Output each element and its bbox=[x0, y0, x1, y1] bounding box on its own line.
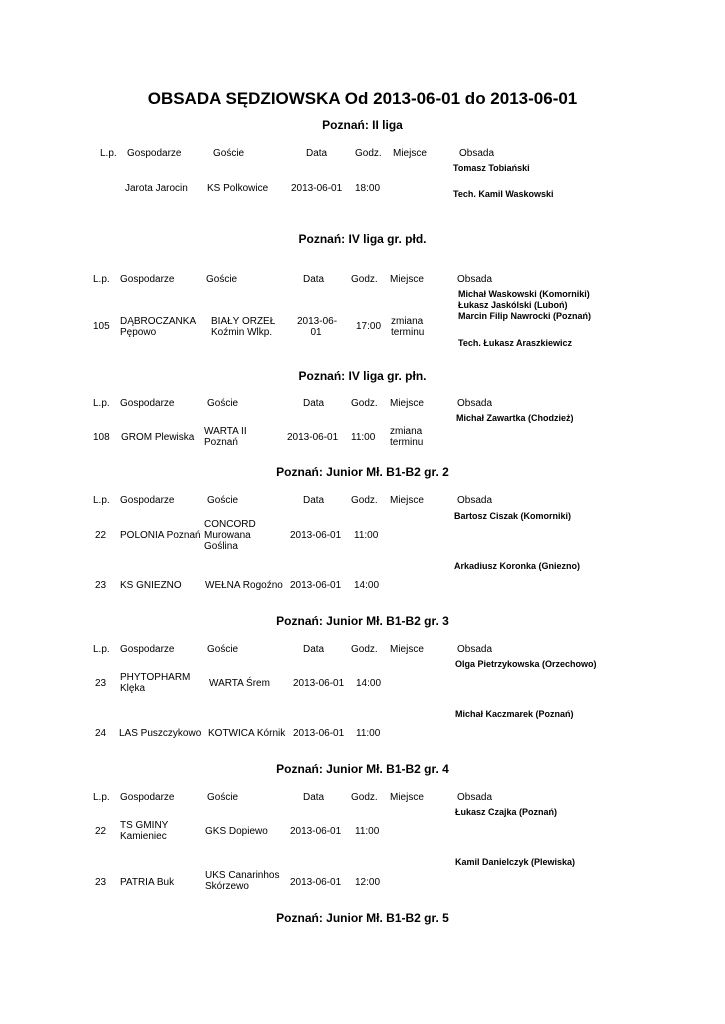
match-lp: 24 bbox=[95, 728, 107, 739]
header-away: Goście bbox=[207, 792, 239, 803]
away-team: WEŁNA Rogoźno bbox=[205, 580, 283, 591]
header-home: Gospodarze bbox=[120, 644, 175, 655]
match-date: 2013-06-01 bbox=[291, 183, 343, 194]
referee-name: Michał Kaczmarek (Poznań) bbox=[455, 709, 574, 719]
header-lp: L.p. bbox=[93, 495, 110, 506]
header-place: Miejsce bbox=[390, 792, 424, 803]
match-time: 12:00 bbox=[355, 877, 381, 888]
header-date: Data bbox=[303, 792, 325, 803]
header-home: Gospodarze bbox=[127, 148, 182, 159]
referee-name: Tomasz Tobiański bbox=[453, 163, 530, 173]
match-date: 2013-06-01 bbox=[293, 728, 345, 739]
section-title: Poznań: IV liga gr. płd. bbox=[298, 232, 427, 246]
header-crew: Obsada bbox=[457, 644, 493, 655]
header-lp: L.p. bbox=[100, 148, 117, 159]
away-team: KS Polkowice bbox=[207, 183, 269, 194]
away-team: BIAŁY ORZEŁ Koźmin Wlkp. bbox=[211, 316, 276, 338]
match-place: zmiana terminu bbox=[390, 426, 424, 448]
header-crew: Obsada bbox=[459, 148, 495, 159]
home-team: POLONIA Poznań bbox=[120, 530, 201, 541]
header-time: Godz. bbox=[355, 148, 382, 159]
home-team: PATRIA Buk bbox=[120, 877, 175, 888]
header-date: Data bbox=[303, 644, 325, 655]
header-crew: Obsada bbox=[457, 495, 493, 506]
referee-name: Arkadiusz Koronka (Gniezno) bbox=[454, 561, 581, 571]
referee-name: Kamil Danielczyk (Plewiska) bbox=[455, 857, 576, 867]
header-crew: Obsada bbox=[457, 274, 493, 285]
home-team: TS GMINY Kamieniec bbox=[120, 820, 169, 842]
header-place: Miejsce bbox=[390, 398, 424, 409]
header-home: Gospodarze bbox=[120, 495, 175, 506]
header-time: Godz. bbox=[351, 792, 378, 803]
referee-name: Łukasz Jaskólski (Luboń) bbox=[458, 300, 568, 310]
header-home: Gospodarze bbox=[120, 792, 175, 803]
header-away: Goście bbox=[213, 148, 245, 159]
header-lp: L.p. bbox=[93, 274, 110, 285]
match-time: 14:00 bbox=[356, 678, 382, 689]
away-team: KOTWICA Kórnik bbox=[208, 728, 286, 739]
referee-name: Bartosz Ciszak (Komorniki) bbox=[454, 511, 572, 521]
match-lp: 108 bbox=[93, 432, 110, 443]
match-time: 11:00 bbox=[354, 530, 379, 541]
match-date: 2013-06-01 bbox=[290, 530, 342, 541]
header-place: Miejsce bbox=[393, 148, 427, 159]
header-away: Goście bbox=[207, 644, 239, 655]
match-lp: 23 bbox=[95, 580, 107, 591]
home-team: PHYTOPHARM Klęka bbox=[120, 672, 191, 694]
header-time: Godz. bbox=[351, 398, 378, 409]
match-date: 2013-06-01 bbox=[287, 432, 339, 443]
referee-name: Marcin Filip Nawrocki (Poznań) bbox=[458, 311, 592, 321]
section-title: Poznań: Junior Mł. B1-B2 gr. 4 bbox=[276, 762, 449, 776]
section-title: Poznań: II liga bbox=[322, 118, 403, 132]
home-team: Jarota Jarocin bbox=[125, 183, 188, 194]
header-home: Gospodarze bbox=[120, 274, 175, 285]
header-time: Godz. bbox=[351, 495, 378, 506]
home-team: GROM Plewiska bbox=[121, 432, 195, 443]
match-date: 2013-06-01 bbox=[290, 826, 342, 837]
match-lp: 23 bbox=[95, 877, 107, 888]
header-away: Goście bbox=[207, 398, 239, 409]
away-team: WARTA Śrem bbox=[209, 678, 270, 689]
header-crew: Obsada bbox=[457, 792, 493, 803]
match-date: 2013-06-01 bbox=[290, 580, 342, 591]
header-home: Gospodarze bbox=[120, 398, 175, 409]
home-team: KS GNIEZNO bbox=[120, 580, 182, 591]
header-date: Data bbox=[303, 495, 325, 506]
match-lp: 105 bbox=[93, 321, 110, 332]
match-time: 11:00 bbox=[351, 432, 376, 443]
match-time: 11:00 bbox=[356, 728, 381, 739]
referee-name: Olga Pietrzykowska (Orzechowo) bbox=[455, 659, 597, 669]
header-date: Data bbox=[303, 274, 325, 285]
header-place: Miejsce bbox=[390, 274, 424, 285]
section-title: Poznań: IV liga gr. płn. bbox=[298, 369, 427, 383]
header-lp: L.p. bbox=[93, 398, 110, 409]
header-time: Godz. bbox=[351, 274, 378, 285]
header-lp: L.p. bbox=[93, 644, 110, 655]
home-team: LAS Puszczykowo bbox=[119, 728, 202, 739]
referee-name: Łukasz Czajka (Poznań) bbox=[455, 807, 558, 817]
away-team: UKS Canarinhos Skórzewo bbox=[205, 870, 280, 892]
header-time: Godz. bbox=[351, 644, 378, 655]
section-title: Poznań: Junior Mł. B1-B2 gr. 2 bbox=[276, 465, 449, 479]
match-date: 2013-06- 01 bbox=[297, 316, 338, 338]
match-lp: 23 bbox=[95, 678, 107, 689]
referee-name: Michał Waskowski (Komorniki) bbox=[458, 289, 590, 299]
match-lp: 22 bbox=[95, 826, 107, 837]
match-place: zmiana terminu bbox=[391, 316, 425, 338]
match-time: 18:00 bbox=[355, 183, 381, 194]
header-place: Miejsce bbox=[390, 644, 424, 655]
header-place: Miejsce bbox=[390, 495, 424, 506]
match-time: 11:00 bbox=[355, 826, 380, 837]
section-title: Poznań: Junior Mł. B1-B2 gr. 3 bbox=[276, 614, 449, 628]
header-lp: L.p. bbox=[93, 792, 110, 803]
header-crew: Obsada bbox=[457, 398, 493, 409]
header-away: Goście bbox=[206, 274, 238, 285]
match-date: 2013-06-01 bbox=[293, 678, 345, 689]
technical-delegate: Tech. Kamil Waskowski bbox=[453, 189, 554, 199]
match-lp: 22 bbox=[95, 530, 107, 541]
referee-name: Michał Zawartka (Chodzież) bbox=[456, 413, 574, 423]
header-date: Data bbox=[306, 148, 328, 159]
technical-delegate: Tech. Łukasz Araszkiewicz bbox=[458, 338, 573, 348]
page-title: OBSADA SĘDZIOWSKA Od 2013-06-01 do 2013-06-01 bbox=[147, 89, 578, 108]
match-time: 14:00 bbox=[354, 580, 380, 591]
section-title: Poznań: Junior Mł. B1-B2 gr. 5 bbox=[276, 911, 449, 925]
away-team: GKS Dopiewo bbox=[205, 826, 268, 837]
away-team: WARTA II Poznań bbox=[204, 426, 247, 448]
match-time: 17:00 bbox=[356, 321, 382, 332]
match-date: 2013-06-01 bbox=[290, 877, 342, 888]
header-date: Data bbox=[303, 398, 325, 409]
away-team: CONCORD Murowana Goślina bbox=[204, 519, 256, 552]
header-away: Goście bbox=[207, 495, 239, 506]
home-team: DĄBROCZANKA Pępowo bbox=[120, 316, 197, 338]
